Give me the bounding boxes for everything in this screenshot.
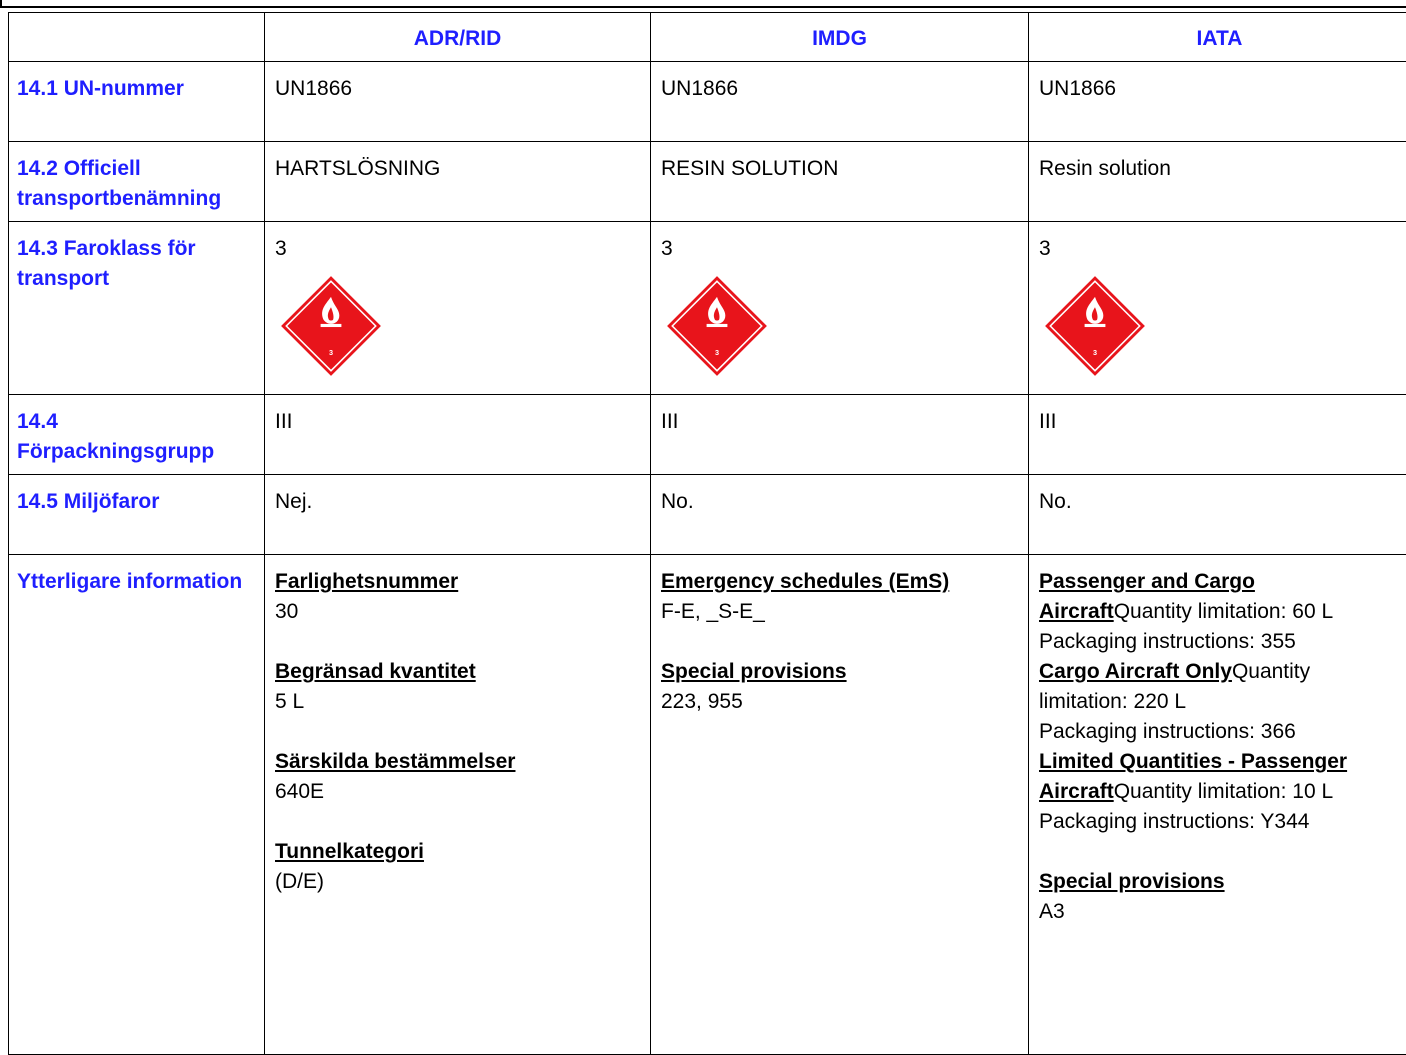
cell-adr-class: [265, 222, 651, 395]
cell-iata-env: No.: [1029, 475, 1406, 555]
ems-heading: Emergency schedules (EmS): [661, 567, 961, 597]
hazard-number-value: 30: [275, 597, 642, 627]
row-label-hazard-class: 14.3 Faroklass för transport: [9, 222, 265, 395]
svg-text:3: 3: [715, 348, 719, 357]
table-row: [9, 142, 1406, 222]
cell-imdg-additional: [651, 555, 1029, 1055]
cargo-only-packaging: Packaging instructions: 366: [1039, 717, 1402, 747]
table-row: [9, 62, 1406, 142]
class-value: 3: [275, 237, 287, 260]
svg-text:3: 3: [329, 348, 333, 357]
limited-quantity-heading: Begränsad kvantitet: [275, 657, 642, 687]
table-row: [9, 222, 1406, 395]
cargo-only-heading: Cargo Aircraft Only: [1039, 660, 1232, 683]
cell-adr-pg: III: [265, 395, 651, 475]
cell-imdg-env: No.: [651, 475, 1029, 555]
tunnel-category-value: (D/E): [275, 867, 642, 897]
header-adr-rid: ADR/RID: [265, 13, 651, 62]
row-label-packing-group: 14.4 Förpackningsgrupp: [9, 395, 265, 475]
table-row: [9, 395, 1406, 475]
cell-imdg-name: RESIN SOLUTION: [651, 142, 1029, 222]
cell-adr-additional: [265, 555, 651, 1055]
iata-special-provisions-value: A3: [1039, 897, 1402, 927]
tunnel-category-heading: Tunnelkategori: [275, 837, 642, 867]
cell-iata-un: UN1866: [1029, 62, 1406, 142]
cargo-only-qty: Quantity limitation: 220 L: [1039, 660, 1310, 713]
flammable-liquid-placard-icon: [1043, 274, 1147, 378]
cell-adr-name: HARTSLÖSNING: [265, 142, 651, 222]
cell-imdg-pg: III: [651, 395, 1029, 475]
row-label-env-hazards: 14.5 Miljöfaror: [9, 475, 265, 555]
passenger-cargo-qty: Quantity limitation: 60 L: [1114, 600, 1333, 623]
header-iata: IATA: [1029, 13, 1406, 62]
hazard-number-heading: Farlighetsnummer: [275, 567, 642, 597]
limited-quantities-block: [1039, 747, 1402, 807]
cell-imdg-un: UN1866: [651, 62, 1029, 142]
page-top-border: [0, 0, 1406, 8]
special-provisions-value: 640E: [275, 777, 642, 807]
header-empty: [9, 13, 265, 62]
special-provisions-heading: Särskilda bestämmelser: [275, 747, 642, 777]
row-label-additional-info: Ytterligare information: [9, 555, 265, 1055]
passenger-cargo-block: [1039, 567, 1402, 627]
limited-quantity-value: 5 L: [275, 687, 642, 717]
transport-info-table: [8, 12, 1406, 1055]
ems-value: F-E, _S-E_: [661, 597, 1020, 627]
header-imdg: IMDG: [651, 13, 1029, 62]
flammable-liquid-placard-icon: [279, 274, 383, 378]
cell-iata-name: Resin solution: [1029, 142, 1406, 222]
class-value: 3: [1039, 237, 1051, 260]
cargo-only-block: [1039, 657, 1402, 717]
limited-quantities-packaging: Packaging instructions: Y344: [1039, 807, 1402, 837]
cell-iata-pg: III: [1029, 395, 1406, 475]
cell-adr-env: Nej.: [265, 475, 651, 555]
cell-adr-un: UN1866: [265, 62, 651, 142]
table-header-row: [9, 13, 1406, 62]
cell-iata-class: [1029, 222, 1406, 395]
iata-special-provisions-heading: Special provisions: [1039, 867, 1402, 897]
limited-quantities-heading: Limited Quantities - Passenger Aircraft: [1039, 750, 1347, 803]
passenger-cargo-packaging: Packaging instructions: 355: [1039, 627, 1402, 657]
table-row: [9, 475, 1406, 555]
imdg-special-provisions-heading: Special provisions: [661, 657, 1020, 687]
row-label-un-number: 14.1 UN-nummer: [9, 62, 265, 142]
cell-imdg-class: [651, 222, 1029, 395]
class-value: 3: [661, 237, 673, 260]
imdg-special-provisions-value: 223, 955: [661, 687, 1020, 717]
row-label-shipping-name: 14.2 Officiell transportbenämning: [9, 142, 265, 222]
cell-iata-additional: [1029, 555, 1406, 1055]
passenger-cargo-heading: Passenger and Cargo Aircraft: [1039, 570, 1255, 623]
svg-text:3: 3: [1093, 348, 1097, 357]
table-row: [9, 555, 1406, 1055]
limited-quantities-qty: Quantity limitation: 10 L: [1114, 780, 1333, 803]
flammable-liquid-placard-icon: [665, 274, 769, 378]
